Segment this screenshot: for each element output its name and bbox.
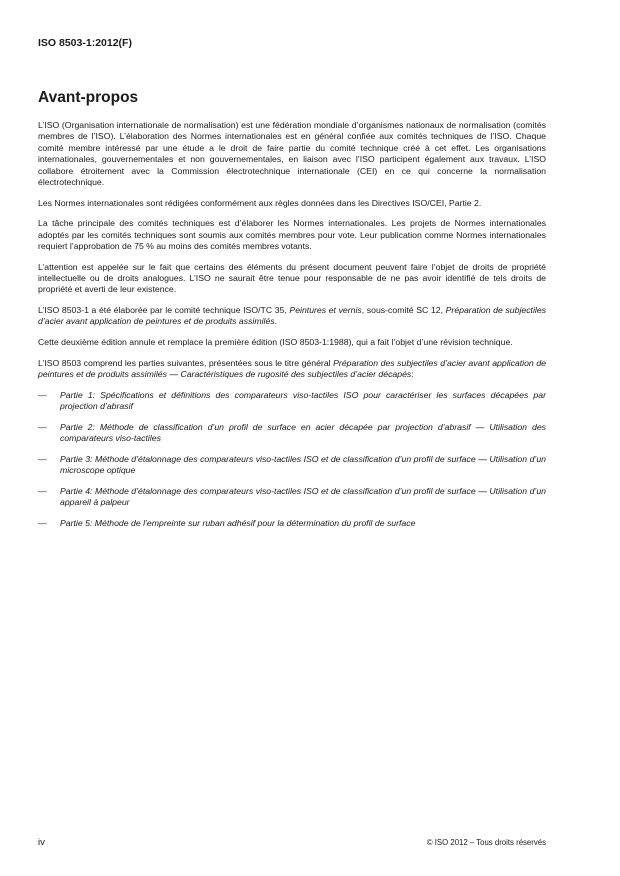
list-dash: — (38, 485, 47, 496)
document-reference: ISO 8503-1:2012(F) (38, 37, 132, 49)
part-title: Partie 2: Méthode de classification d’un profil de surface en acier décapée par projection d’abrasif — Utilisation des comparateurs viso-tactiles (60, 421, 546, 444)
committee-title: Peintures et vernis (289, 305, 362, 316)
part-title: Partie 1: Spécifications et définitions des comparateurs viso-tactiles ISO pour caractériser les surfaces décapées par projection d’abrasif (60, 389, 546, 412)
paragraph-prepared-by (38, 305, 546, 328)
page-number: iv (38, 837, 45, 848)
list-item (38, 518, 546, 529)
list-item (38, 390, 546, 413)
parts-intro-text-c: : (411, 369, 414, 380)
list-item (38, 486, 546, 509)
section-title: Avant-propos (38, 89, 139, 106)
prepared-by-text-e: . (274, 316, 278, 327)
copyright-notice: © ISO 2012 – Tous droits réservés (426, 838, 546, 847)
list-dash: — (38, 453, 47, 464)
list-item (38, 454, 546, 477)
document-page (38, 0, 546, 876)
part-title: Partie 4: Méthode d’étalonnage des comparateurs viso-tactiles ISO et de classification d’un profil de surface — Utilisation d’un appareil à palpeur (60, 485, 546, 508)
list-dash: — (38, 517, 47, 528)
paragraph-patent-rights: L’attention est appelée sur le fait que certains des éléments du présent document peuvent faire l’objet de droits de propriété intellectuelle ou de droits analogues. L’ISO ne saurait être tenue pour responsable de ne pas avoir identifié de tels droits de propriété et averti de leur existence. (38, 261, 546, 295)
list-item (38, 422, 546, 445)
prepared-by-text-c: , sous-comité SC 12, (361, 305, 446, 316)
paragraph-directives: Les Normes internationales sont rédigées conformément aux règles données dans les Directives ISO/CEI, Partie 2. (38, 197, 482, 208)
paragraph-technical-committees: La tâche principale des comités techniques est d’élaborer les Normes internationales. Les projets de Normes internationales adoptés par les comités techniques sont soumis aux comités membres pour vote. Leur publication comme Normes internationales requiert l’approbation de 75 % au moins des comités membres votants. (38, 218, 546, 252)
general-title: Préparation des subjectiles d’acier avant application de peintures et de produits assimilés — Caractéristiques de rugosité des subjectiles d’acier décapés (38, 357, 546, 380)
parts-intro-text-a: L’ISO 8503 comprend les parties suivantes, présentées sous le titre général (38, 357, 334, 368)
paragraph-iso-intro: L’ISO (Organisation internationale de normalisation) est une fédération mondiale d’organismes nationaux de normalisation (comités membres de l’ISO). L’élaboration des Normes internationales est en général confiée aux comités techniques de l’ISO. Chaque comité membre intéressé par une étude a le droit de faire partie du comité technique créé à cet effet. Les organisations internationales, gouvernementales et non gouvernementales, en liaison avec l’ISO participent également aux travaux. L’ISO collabore étroitement avec la Commission électrotechnique internationale (CEI) en ce qui concerne la normalisation électrotechnique. (38, 120, 546, 188)
list-dash: — (38, 389, 47, 400)
subcommittee-title: Préparation de subjectiles d’acier avant application de peintures et de produits assimilés (38, 305, 546, 327)
paragraph-edition: Cette deuxième édition annule et remplace la première édition (ISO 8503-1:1988), qui a fait l’objet d’une révision technique. (38, 337, 513, 348)
part-title: Partie 3: Méthode d’étalonnage des comparateurs viso-tactiles ISO et de classification d’un profil de surface — Utilisation d’un microscope optique (60, 453, 546, 476)
prepared-by-text-a: L’ISO 8503-1 a été élaborée par le comité technique ISO/TC 35, (38, 305, 290, 316)
parts-list (38, 390, 546, 529)
paragraph-parts-intro (38, 358, 546, 381)
part-title: Partie 5: Méthode de l’empreinte sur ruban adhésif pour la détermination du profil de surface (60, 517, 416, 528)
foreword-body (38, 120, 546, 538)
list-dash: — (38, 421, 47, 432)
